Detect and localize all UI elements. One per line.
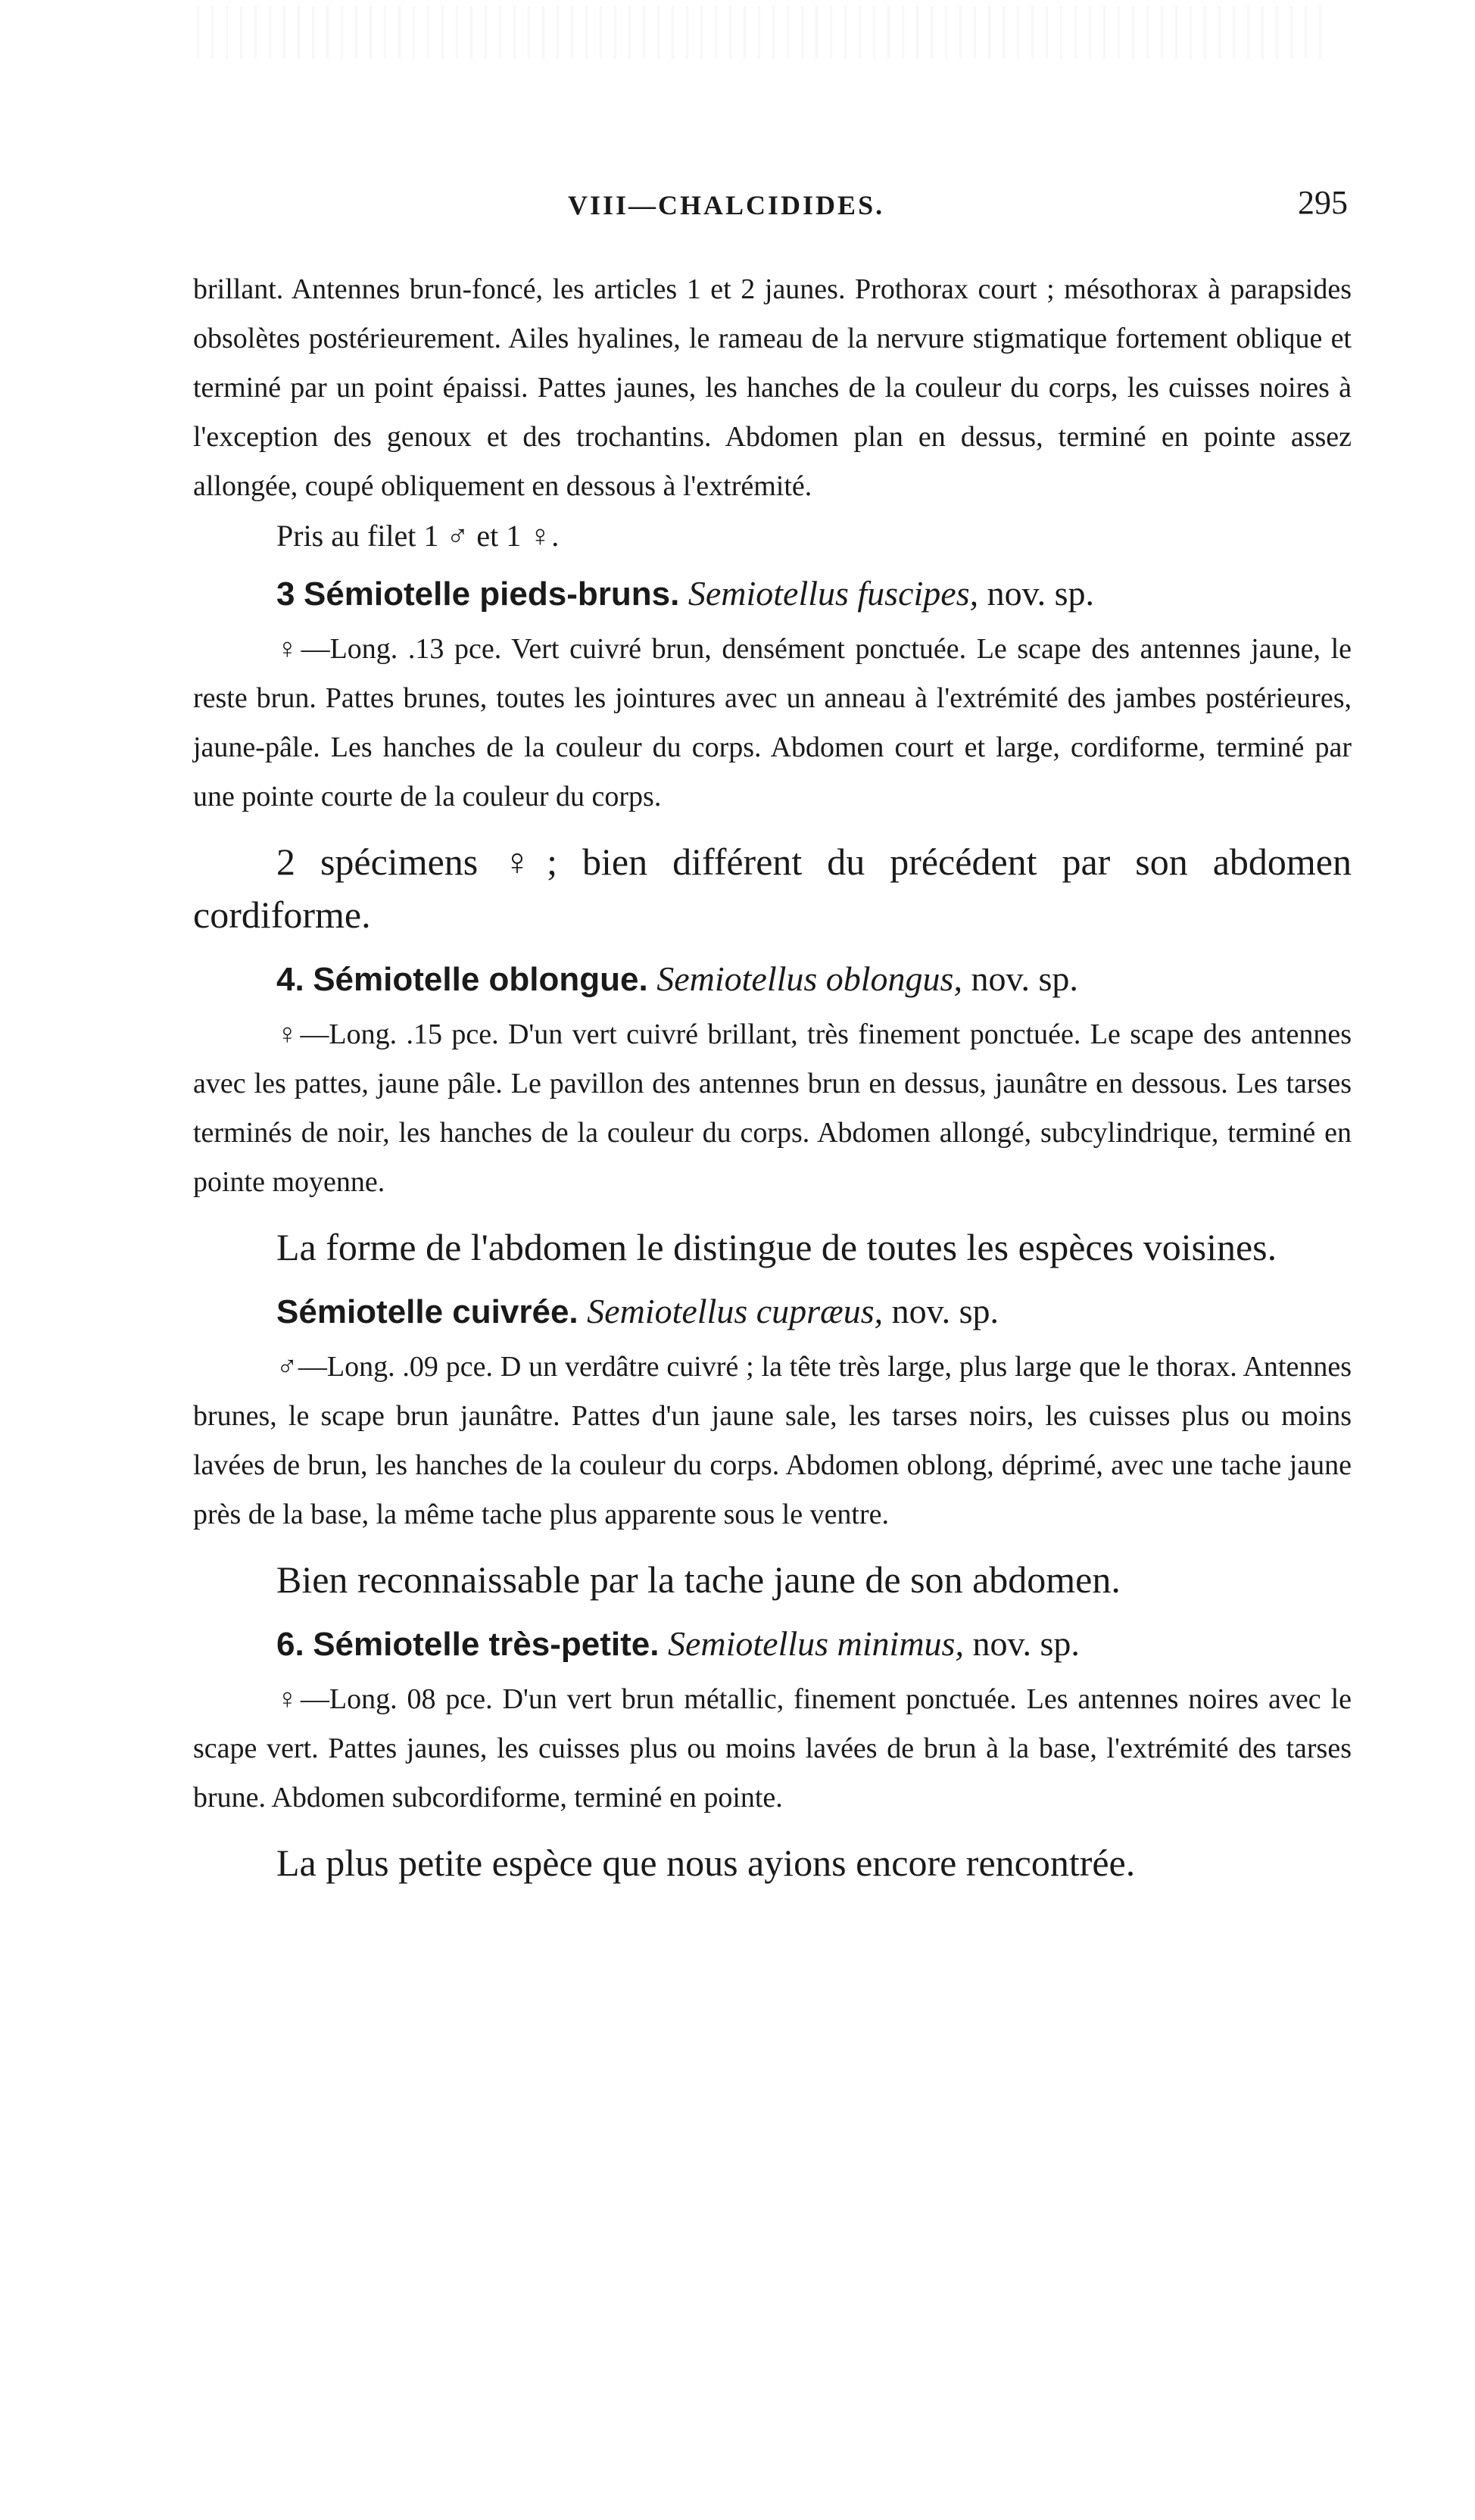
species-heading (193, 566, 1352, 622)
species-latin-name: Semiotellus minimus, (667, 1624, 964, 1663)
page-body (193, 265, 1352, 1900)
print-speckle (197, 6, 1333, 59)
species-latin-name: Semiotellus fuscipes, (688, 574, 979, 613)
description-paragraph: brillant. Antennes brun-foncé, les articles 1 et 2 jaunes. Prothorax court ; mésothorax à parapsides obsolètes postérieurement. Ailes hyalines, le rameau de la nervure stigmatique fortement oblique et terminé par un point épaissi. Pattes jaunes, les hanches de la couleur du corps, les cuisses noires à l'exception des genoux et des trochantins. Abdomen plan en dessus, terminé en pointe assez allongée, coupé obliquement en dessous à l'extrémité. (193, 273, 1352, 502)
species-suffix: nov. sp. (891, 1292, 999, 1330)
remark-paragraph: La forme de l'abdomen le distingue de toutes les espèces voisines. (276, 1226, 1277, 1268)
page-header (189, 184, 1348, 235)
species-suffix: nov. sp. (987, 574, 1095, 613)
remark-paragraph: 2 spécimens ♀; bien différent du précédent par son abdomen cordiforme. (193, 841, 1352, 936)
species-number: 4. (276, 961, 304, 998)
species-number: 6. (276, 1626, 304, 1663)
species-latin-name: Semiotellus oblongus, (656, 959, 962, 998)
species-heading (193, 1617, 1352, 1672)
running-head: VIII—CHALCIDIDES. (568, 190, 885, 220)
species-number: 3 (276, 575, 295, 613)
species-latin-name: Semiotellus cupræus, (587, 1292, 884, 1330)
species-french-name: Sémiotelle cuivrée. (276, 1293, 578, 1330)
description-paragraph: ♀—Long. .15 pce. D'un vert cuivré brillant, très finement ponctuée. Le scape des antennes avec les pattes, jaune pâle. Le pavillon des antennes brun en dessus, jaunâtre en dessous. Les tarses terminés de noir, les hanches de la couleur du corps. Abdomen allongé, subcylindrique, terminé en pointe moyenne. (193, 1018, 1352, 1198)
species-french-name: Sémiotelle pieds-bruns. (303, 575, 680, 613)
species-french-name: Sémiotelle très-petite. (313, 1626, 660, 1663)
species-suffix: nov. sp. (971, 959, 1078, 998)
collection-note: Pris au filet 1 ♂ et 1 ♀. (276, 519, 560, 553)
species-suffix: nov. sp. (972, 1624, 1080, 1663)
description-paragraph: ♂—Long. .09 pce. D un verdâtre cuivré ; la tête très large, plus large que le thorax. Antennes brunes, le scape brun jaunâtre. Pattes d'un jaune sale, les tarses noirs, les cuisses plus ou moins lavées de brun, les hanches de la couleur du corps. Abdomen oblong, déprimé, avec une tache jaune près de la base, la même tache plus apparente sous le ventre. (193, 1351, 1352, 1530)
species-heading (193, 952, 1352, 1007)
remark-paragraph: La plus petite espèce que nous ayions encore rencontrée. (276, 1842, 1136, 1884)
page-number: 295 (1298, 184, 1348, 221)
description-paragraph: ♀—Long. 08 pce. D'un vert brun métallic, finement ponctuée. Les antennes noires avec le scape vert. Pattes jaunes, les cuisses plus ou moins lavées de brun à la base, l'extrémité des tarses brune. Abdomen subcordiforme, terminé en pointe. (193, 1683, 1352, 1814)
description-paragraph: ♀—Long. .13 pce. Vert cuivré brun, densément ponctuée. Le scape des antennes jaune, le reste brun. Pattes brunes, toutes les jointures avec un anneau à l'extrémité des jambes postérieures, jaune-pâle. Les hanches de la couleur du corps. Abdomen court et large, cordiforme, terminé par une pointe courte de la couleur du corps. (193, 633, 1352, 812)
remark-paragraph: Bien reconnaissable par la tache jaune de son abdomen. (276, 1558, 1121, 1601)
species-french-name: Sémiotelle oblongue. (313, 961, 648, 998)
species-heading (193, 1284, 1352, 1340)
